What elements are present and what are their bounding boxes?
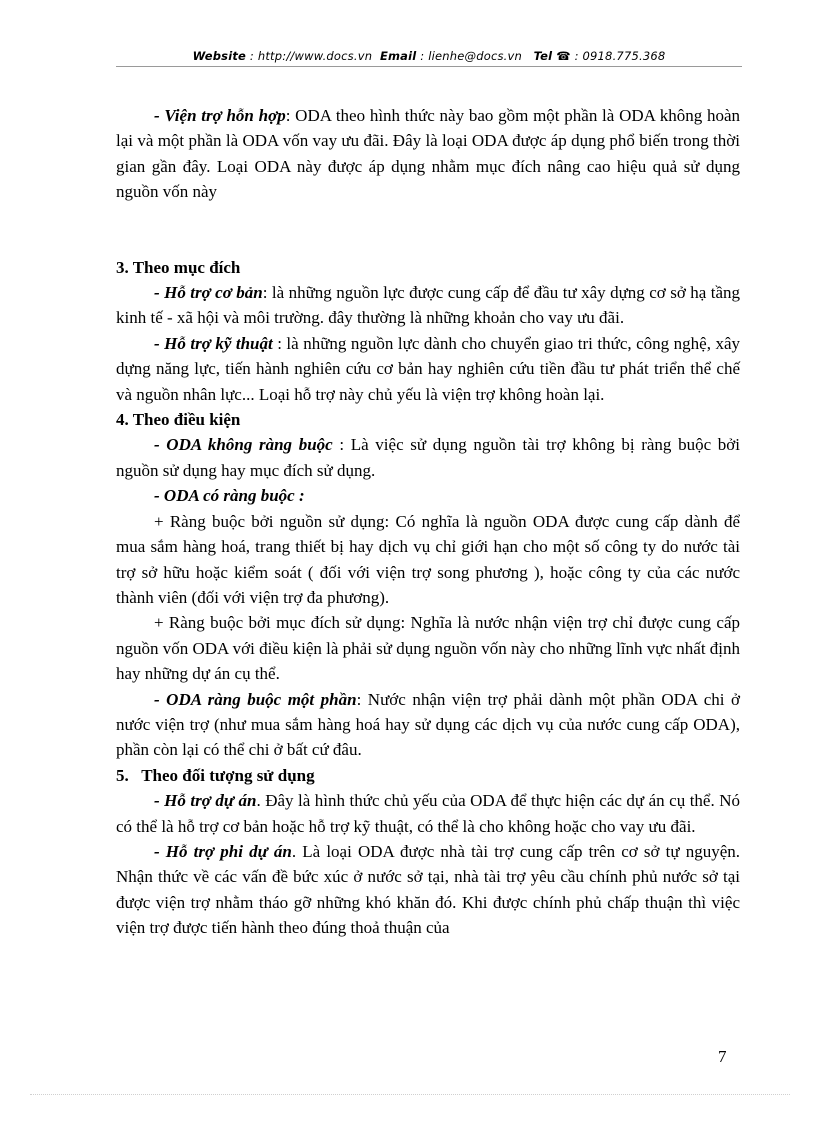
paragraph-mixed-aid — [116, 103, 740, 205]
section-heading-3: 3. Theo mục đích — [116, 257, 241, 277]
paragraph-partially-tied — [116, 687, 740, 763]
paragraph-text: : là những nguồn lực được cung cấp để đầu tư xây dựng cơ sở hạ tầng kinh tế - xã hội và môi trường. đây thường là những khoản cho vay ưu đãi. — [116, 283, 740, 328]
paragraph-text: : ODA theo hình thức này bao gồm một phần là ODA không hoàn lại và một phần là ODA vốn vay ưu đãi. Đây là loại ODA được áp dụng phổ biến trong thời gian gần đây. Loại ODA này được áp dụng nhằm mục đích nâng cao hiệu quả sử dụng nguồn vốn này — [116, 106, 740, 202]
paragraph-non-project-aid — [116, 839, 740, 941]
page-header — [116, 49, 742, 63]
tel-label: Tel — [533, 49, 553, 63]
email-label: Email — [379, 49, 417, 63]
paragraph-text: : Là việc sử dụng nguồn tài trợ không bị ràng buộc bởi nguồn sử dụng hay mục đích sử dụng. — [116, 435, 740, 480]
paragraph-lead: - ODA không ràng buộc — [154, 435, 333, 455]
paragraph-lead: - Hỗ trợ phi dự án — [154, 841, 292, 861]
paragraph-text: : là những nguồn lực dành cho chuyển giao tri thức, công nghệ, xây dựng năng lực, tiến hành nghiên cứu cơ bản hay nghiên cứu tiền đầu tư phát triển thể chế và nguồn nhân lực... Loại hỗ trợ này chủ yếu là viện trợ không hoàn lại. — [116, 333, 740, 404]
header-divider — [116, 66, 742, 67]
paragraph-tied-oda — [116, 483, 740, 508]
paragraph-lead: - ODA ràng buộc một phần — [154, 689, 357, 709]
tel-value: : 0918.775.368 — [574, 49, 666, 63]
website-label: Website — [192, 49, 247, 63]
paragraph-lead: - ODA có ràng buộc : — [154, 486, 305, 506]
paragraph-project-aid — [116, 788, 740, 839]
email-value: : lienhe@docs.vn — [420, 49, 523, 63]
section-heading-5: 5. Theo đối tượng sử dụng — [116, 765, 315, 785]
paragraph-lead: - Hỗ trợ dự án — [154, 791, 257, 811]
paragraph-text: : Nước nhận viện trợ phải dành một phần ODA chi ở nước viện trợ (như mua sắm hàng hoá hay sử dụng các dịch vụ của nước cung cấp ODA), phần còn lại có thể chi ở bất cứ đâu. — [116, 689, 740, 760]
document-body — [116, 103, 740, 941]
paragraph-basic-support — [116, 280, 740, 331]
paragraph-lead: - Hỗ trợ kỹ thuật — [154, 333, 273, 353]
paragraph-text: . Là loại ODA được nhà tài trợ cung cấp trên cơ sở tự nguyện. Nhận thức về các vấn đề bức xúc ở nước sở tại, nhà tài trợ yêu cầu chính phủ nước sở tại được viện trợ nhằm tháo gỡ những khó khăn đó. Khi được chính phủ chấp thuận thì việc viện trợ được tiến hành theo đúng thoả thuận của — [116, 841, 740, 938]
paragraph-text: . Đây là hình thức chủ yếu của ODA để thực hiện các dự án cụ thể. Nó có thể là hỗ trợ cơ bản hoặc hỗ trợ kỹ thuật, có thể là cho không hoặc cho vay ưu đãi. — [116, 791, 740, 836]
paragraph-lead: - Viện trợ hỗn hợp — [154, 106, 286, 125]
paragraph-untied-oda — [116, 432, 740, 483]
phone-icon: ☎ — [556, 49, 571, 63]
spacer — [116, 205, 740, 255]
paragraph-technical-support — [116, 331, 740, 407]
footer-divider — [30, 1094, 790, 1095]
paragraph-tied-by-source: + Ràng buộc bởi nguồn sử dụng: Có nghĩa là nguồn ODA được cung cấp dành để mua sắm hàng hoá, trang thiết bị hay dịch vụ chỉ giới hạn cho một số công ty do nước tài trợ sở hữu hoặc kiểm soát ( đối với viện trợ song phương ), hoặc công ty của các nước thành viên (đối với viện trợ đa phương). — [116, 511, 740, 607]
website-value: : http://www.docs.vn — [249, 49, 373, 63]
paragraph-lead: - Hỗ trợ cơ bản — [154, 283, 263, 303]
section-heading-4: 4. Theo điều kiện — [116, 410, 241, 430]
page-number: 7 — [718, 1047, 727, 1066]
paragraph-tied-by-purpose: + Ràng buộc bởi mục đích sử dụng: Nghĩa là nước nhận viện trợ chỉ được cung cấp nguồn vốn ODA với điều kiện là phải sử dụng nguồn vốn này cho những lĩnh vực nhất định hay những dự án cụ thể. — [116, 613, 741, 684]
